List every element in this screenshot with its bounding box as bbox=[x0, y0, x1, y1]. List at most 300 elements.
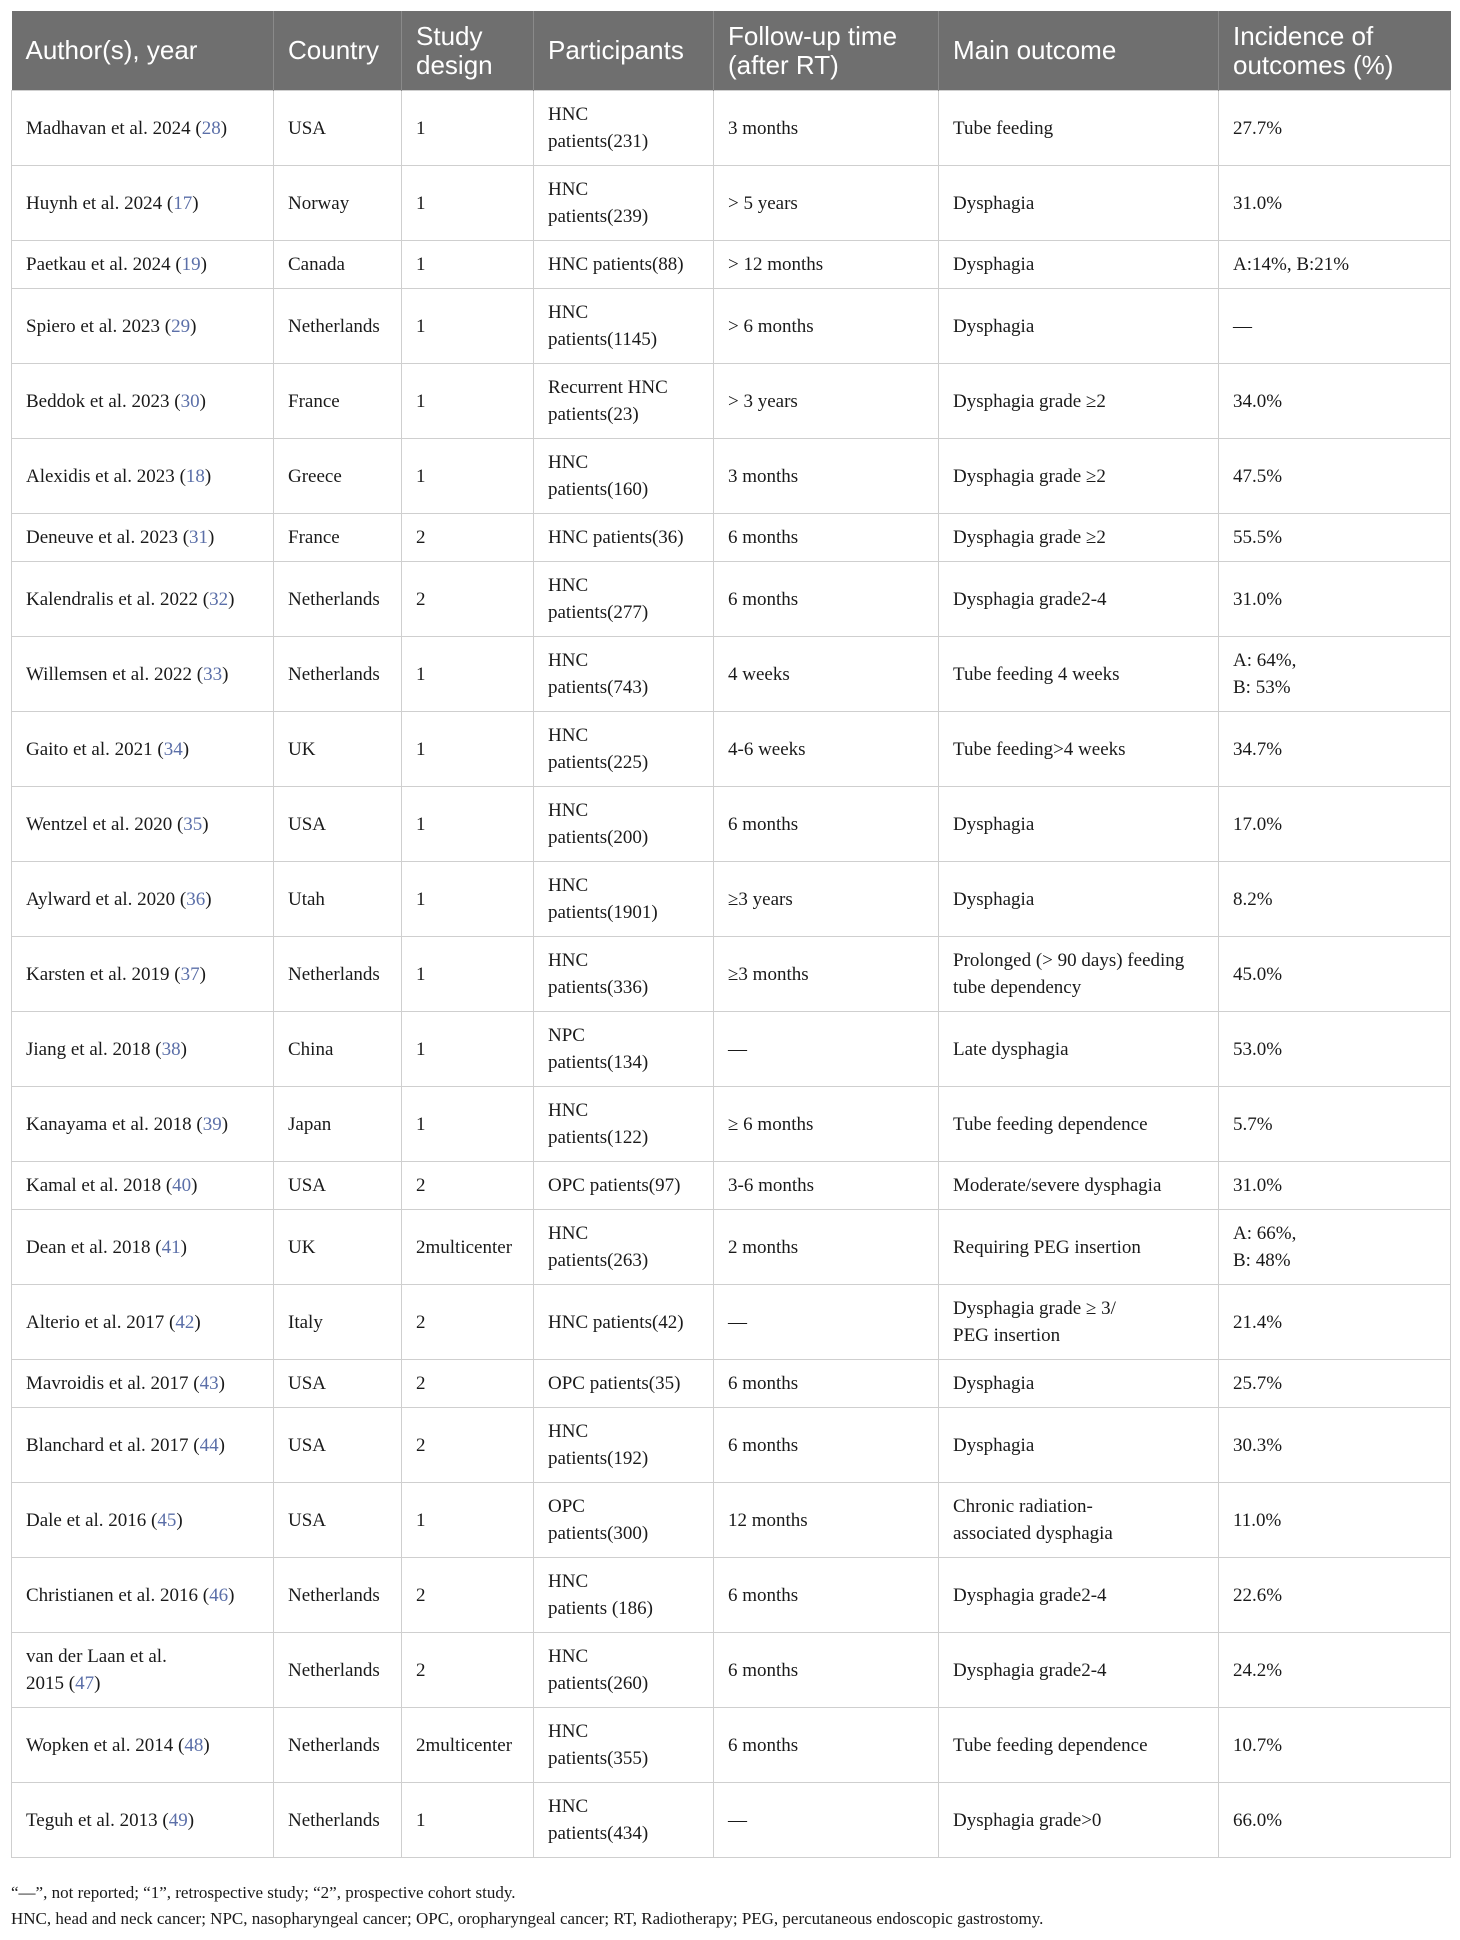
author-text: Willemsen et al. 2022 bbox=[26, 663, 192, 685]
cell-study-design: 2 bbox=[402, 514, 534, 562]
table-row bbox=[12, 1408, 1451, 1483]
cell-main-outcome bbox=[939, 637, 1219, 712]
author-text: Huynh et al. 2024 bbox=[26, 192, 163, 214]
cell-study-design: 2 bbox=[402, 1633, 534, 1708]
cell-follow-up-time: ≥3 years bbox=[714, 862, 939, 937]
outcome-text: associated dysphagia bbox=[953, 1523, 1113, 1544]
table-row bbox=[12, 937, 1451, 1012]
participants-text: patients(160) bbox=[548, 479, 649, 500]
cell-participants bbox=[534, 1708, 714, 1783]
participants-text: patients(200) bbox=[548, 827, 649, 848]
cell-country: USA bbox=[274, 1408, 402, 1483]
table-row bbox=[12, 787, 1451, 862]
incidence-text: 25.7% bbox=[1233, 1373, 1283, 1394]
author-text: Beddok et al. 2023 bbox=[26, 390, 170, 412]
cell-country: USA bbox=[274, 1360, 402, 1408]
table-row bbox=[12, 166, 1451, 241]
cell-incidence bbox=[1219, 712, 1451, 787]
table-row bbox=[12, 439, 1451, 514]
cell-follow-up-time: 6 months bbox=[714, 514, 939, 562]
cell-main-outcome bbox=[939, 439, 1219, 514]
cell-main-outcome bbox=[939, 787, 1219, 862]
cell-study-design: 1 bbox=[402, 1483, 534, 1558]
cell-study-design: 1 bbox=[402, 1783, 534, 1858]
author-text: Kalendralis et al. 2022 bbox=[26, 588, 199, 610]
cell-main-outcome bbox=[939, 562, 1219, 637]
cell-country: Netherlands bbox=[274, 1783, 402, 1858]
outcome-text: Tube feeding 4 weeks bbox=[953, 663, 1120, 685]
author-text: van der Laan et al. bbox=[26, 1646, 167, 1667]
cell-participants bbox=[534, 1285, 714, 1360]
outcome-text: Dysphagia grade ≥ 3/ bbox=[953, 1298, 1116, 1319]
table-row bbox=[12, 712, 1451, 787]
participants-text: HNC bbox=[548, 302, 589, 323]
incidence-text: — bbox=[1233, 315, 1252, 337]
column-header-incidence bbox=[1219, 11, 1451, 91]
column-header-text: Follow-up time bbox=[728, 20, 898, 51]
footnote-abbreviations-terms: HNC, head and neck cancer; NPC, nasopharyngeal cancer; OPC, oropharyngeal cancer; RT, Radiotherapy; PEG, percutaneous endoscopic gastrostomy. bbox=[11, 1909, 1044, 1928]
cell-author-year: van der Laan et al. 2015 (47) bbox=[12, 1633, 274, 1708]
cell-main-outcome bbox=[939, 1210, 1219, 1285]
reference-link[interactable]: 31 bbox=[189, 527, 209, 548]
cell-main-outcome bbox=[939, 1708, 1219, 1783]
reference-link[interactable]: 18 bbox=[185, 465, 205, 487]
outcome-text: Requiring PEG insertion bbox=[953, 1236, 1141, 1258]
cell-participants bbox=[534, 1360, 714, 1408]
incidence-text: 24.2% bbox=[1233, 1659, 1283, 1681]
column-header-text: Participants bbox=[548, 35, 684, 65]
cell-incidence bbox=[1219, 166, 1451, 241]
outcome-text: Tube feeding bbox=[953, 117, 1054, 139]
cell-study-design: 1 bbox=[402, 712, 534, 787]
author-text: Paetkau et al. 2024 bbox=[26, 254, 171, 275]
table-row bbox=[12, 562, 1451, 637]
reference-link[interactable]: 42 bbox=[175, 1311, 195, 1333]
participants-text: HNC bbox=[548, 104, 589, 125]
cell-country: Italy bbox=[274, 1285, 402, 1360]
outcome-text: Dysphagia bbox=[953, 813, 1035, 835]
participants-text: Recurrent HNC bbox=[548, 377, 668, 398]
reference-link[interactable]: 41 bbox=[161, 1236, 181, 1258]
cell-author-year: Beddok et al. 2023 (30) bbox=[12, 364, 274, 439]
incidence-text: 31.0% bbox=[1233, 588, 1283, 610]
table-row bbox=[12, 1483, 1451, 1558]
cell-author-year: Paetkau et al. 2024 (19) bbox=[12, 241, 274, 289]
participants-text: OPC patients(97) bbox=[548, 1175, 681, 1196]
cell-country: USA bbox=[274, 787, 402, 862]
cell-study-design: 2 bbox=[402, 1162, 534, 1210]
cell-participants bbox=[534, 1408, 714, 1483]
cell-follow-up-time: 2 months bbox=[714, 1210, 939, 1285]
cell-main-outcome bbox=[939, 712, 1219, 787]
cell-incidence bbox=[1219, 787, 1451, 862]
reference-link[interactable]: 30 bbox=[180, 390, 200, 412]
author-text: Karsten et al. 2019 bbox=[26, 963, 170, 985]
cell-follow-up-time: 3-6 months bbox=[714, 1162, 939, 1210]
cell-participants bbox=[534, 1012, 714, 1087]
outcome-text: Tube feeding>4 weeks bbox=[953, 738, 1126, 760]
cell-main-outcome bbox=[939, 1633, 1219, 1708]
cell-follow-up-time: 6 months bbox=[714, 1558, 939, 1633]
table-row bbox=[12, 1162, 1451, 1210]
participants-text: patients(260) bbox=[548, 1673, 649, 1694]
outcome-text: Dysphagia bbox=[953, 1373, 1035, 1394]
author-text: Spiero et al. 2023 bbox=[26, 315, 161, 337]
cell-incidence bbox=[1219, 514, 1451, 562]
outcome-text: Dysphagia bbox=[953, 315, 1035, 337]
author-text: Wentzel et al. 2020 bbox=[26, 813, 173, 835]
cell-country: USA bbox=[274, 1483, 402, 1558]
cell-incidence bbox=[1219, 1012, 1451, 1087]
column-header-follow-up-time bbox=[714, 11, 939, 91]
cell-follow-up-time: > 3 years bbox=[714, 364, 939, 439]
reference-link[interactable]: 39 bbox=[202, 1113, 222, 1135]
cell-main-outcome bbox=[939, 1162, 1219, 1210]
outcome-text: Dysphagia bbox=[953, 888, 1035, 910]
cell-follow-up-time: 3 months bbox=[714, 91, 939, 166]
cell-follow-up-time: 3 months bbox=[714, 439, 939, 514]
participants-text: HNC bbox=[548, 575, 589, 596]
outcome-text: Prolonged (> 90 days) feeding bbox=[953, 950, 1185, 971]
cell-follow-up-time: 6 months bbox=[714, 1633, 939, 1708]
participants-text: HNC bbox=[548, 725, 589, 746]
outcome-text: Dysphagia bbox=[953, 192, 1035, 214]
reference-link[interactable]: 35 bbox=[183, 813, 203, 835]
participants-text: patients(336) bbox=[548, 977, 649, 998]
reference-link[interactable]: 43 bbox=[199, 1373, 219, 1394]
cell-country: Netherlands bbox=[274, 562, 402, 637]
participants-text: HNC bbox=[548, 452, 589, 473]
table-row bbox=[12, 637, 1451, 712]
incidence-text: A: 66%, bbox=[1233, 1223, 1297, 1244]
participants-text: patients(231) bbox=[548, 131, 649, 152]
participants-text: patients(300) bbox=[548, 1523, 649, 1544]
author-text: Alexidis et al. 2023 bbox=[26, 465, 175, 487]
cell-follow-up-time: 6 months bbox=[714, 1408, 939, 1483]
author-text: Wopken et al. 2014 bbox=[26, 1734, 174, 1756]
cell-study-design: 1 bbox=[402, 937, 534, 1012]
cell-country: France bbox=[274, 514, 402, 562]
cell-incidence bbox=[1219, 1558, 1451, 1633]
author-text: Alterio et al. 2017 bbox=[26, 1311, 165, 1333]
column-header-text: design bbox=[416, 49, 493, 80]
cell-participants bbox=[534, 241, 714, 289]
reference-link[interactable]: 29 bbox=[171, 315, 191, 337]
column-header-study-design bbox=[402, 11, 534, 91]
table-row bbox=[12, 91, 1451, 166]
reference-link[interactable]: 34 bbox=[163, 738, 183, 760]
author-text: Gaito et al. 2021 bbox=[26, 738, 153, 760]
cell-author-year: Christianen et al. 2016 (46) bbox=[12, 1558, 274, 1633]
reference-link[interactable]: 17 bbox=[173, 192, 193, 214]
cell-country: Norway bbox=[274, 166, 402, 241]
incidence-text: 10.7% bbox=[1233, 1734, 1283, 1756]
author-text: Dean et al. 2018 bbox=[26, 1236, 151, 1258]
incidence-text: 27.7% bbox=[1233, 117, 1283, 139]
footnote-abbreviations-design: “—”, not reported; “1”, retrospective study; “2”, prospective cohort study. bbox=[11, 1883, 516, 1902]
table-row bbox=[12, 1558, 1451, 1633]
reference-link[interactable]: 45 bbox=[157, 1509, 177, 1531]
cell-author-year: Huynh et al. 2024 (17) bbox=[12, 166, 274, 241]
reference-link[interactable]: 40 bbox=[172, 1175, 192, 1196]
outcome-text: Dysphagia grade>0 bbox=[953, 1809, 1102, 1831]
cell-follow-up-time: ≥ 6 months bbox=[714, 1087, 939, 1162]
cell-country: USA bbox=[274, 91, 402, 166]
cell-author-year: Kanayama et al. 2018 (39) bbox=[12, 1087, 274, 1162]
cell-participants bbox=[534, 787, 714, 862]
reference-link[interactable]: 46 bbox=[209, 1584, 229, 1606]
cell-study-design: 2 bbox=[402, 1285, 534, 1360]
outcome-text: Dysphagia grade2-4 bbox=[953, 1584, 1107, 1606]
cell-author-year: Mavroidis et al. 2017 (43) bbox=[12, 1360, 274, 1408]
cell-incidence bbox=[1219, 637, 1451, 712]
cell-follow-up-time: 6 months bbox=[714, 787, 939, 862]
author-text: 2015 bbox=[26, 1673, 64, 1694]
author-text: Aylward et al. 2020 bbox=[26, 888, 176, 910]
incidence-text: 8.2% bbox=[1233, 888, 1273, 910]
incidence-text: 22.6% bbox=[1233, 1584, 1283, 1606]
cell-follow-up-time: 6 months bbox=[714, 1708, 939, 1783]
reference-link[interactable]: 48 bbox=[184, 1734, 204, 1756]
participants-text: patients(134) bbox=[548, 1052, 649, 1073]
cell-country: Netherlands bbox=[274, 1633, 402, 1708]
cell-country: Netherlands bbox=[274, 1708, 402, 1783]
cell-study-design: 1 bbox=[402, 289, 534, 364]
cell-country: France bbox=[274, 364, 402, 439]
outcome-text: Dysphagia bbox=[953, 254, 1035, 275]
cell-follow-up-time: — bbox=[714, 1285, 939, 1360]
participants-text: patients(239) bbox=[548, 206, 649, 227]
outcome-text: tube dependency bbox=[953, 977, 1082, 998]
table-row bbox=[12, 364, 1451, 439]
cell-incidence bbox=[1219, 1783, 1451, 1858]
participants-text: HNC bbox=[548, 1100, 589, 1121]
incidence-text: A: 64%, bbox=[1233, 650, 1297, 671]
outcome-text: Dysphagia grade ≥2 bbox=[953, 527, 1106, 548]
author-text: Christianen et al. 2016 bbox=[26, 1584, 199, 1606]
studies-table bbox=[11, 11, 1451, 1858]
participants-text: HNC bbox=[548, 1421, 589, 1442]
cell-main-outcome bbox=[939, 1285, 1219, 1360]
cell-author-year: Aylward et al. 2020 (36) bbox=[12, 862, 274, 937]
cell-follow-up-time: 12 months bbox=[714, 1483, 939, 1558]
incidence-text: 30.3% bbox=[1233, 1434, 1283, 1456]
column-header-text: Incidence of bbox=[1233, 20, 1374, 51]
cell-incidence bbox=[1219, 1483, 1451, 1558]
cell-incidence bbox=[1219, 1360, 1451, 1408]
cell-country: China bbox=[274, 1012, 402, 1087]
reference-link[interactable]: 44 bbox=[199, 1434, 219, 1456]
cell-country: Greece bbox=[274, 439, 402, 514]
table-row bbox=[12, 862, 1451, 937]
cell-author-year: Kalendralis et al. 2022 (32) bbox=[12, 562, 274, 637]
cell-study-design: 1 bbox=[402, 787, 534, 862]
participants-text: HNC bbox=[548, 1721, 589, 1742]
table-row bbox=[12, 1087, 1451, 1162]
cell-participants bbox=[534, 712, 714, 787]
cell-author-year: Willemsen et al. 2022 (33) bbox=[12, 637, 274, 712]
participants-text: patients(1901) bbox=[548, 902, 658, 923]
incidence-text: 11.0% bbox=[1233, 1509, 1282, 1531]
cell-country: Netherlands bbox=[274, 937, 402, 1012]
cell-main-outcome bbox=[939, 166, 1219, 241]
incidence-text: A:14%, B:21% bbox=[1233, 254, 1350, 275]
participants-text: patients(743) bbox=[548, 677, 649, 698]
reference-link[interactable]: 33 bbox=[203, 663, 223, 685]
participants-text: HNC bbox=[548, 1571, 589, 1592]
participants-text: patients(277) bbox=[548, 602, 649, 623]
cell-study-design: 1 bbox=[402, 1087, 534, 1162]
participants-text: OPC bbox=[548, 1496, 585, 1517]
cell-incidence bbox=[1219, 364, 1451, 439]
incidence-text: 34.7% bbox=[1233, 738, 1283, 760]
participants-text: patients(192) bbox=[548, 1448, 649, 1469]
outcome-text: PEG insertion bbox=[953, 1325, 1061, 1346]
cell-study-design: 2multicenter bbox=[402, 1708, 534, 1783]
cell-participants bbox=[534, 1162, 714, 1210]
cell-participants bbox=[534, 562, 714, 637]
participants-text: patients(225) bbox=[548, 752, 649, 773]
cell-study-design: 2 bbox=[402, 1408, 534, 1483]
participants-text: patients(23) bbox=[548, 404, 639, 425]
participants-text: patients (186) bbox=[548, 1598, 654, 1619]
participants-text: patients(434) bbox=[548, 1823, 649, 1844]
cell-author-year: Blanchard et al. 2017 (44) bbox=[12, 1408, 274, 1483]
column-header-text: outcomes (%) bbox=[1233, 49, 1394, 80]
table-row bbox=[12, 241, 1451, 289]
cell-follow-up-time: ≥3 months bbox=[714, 937, 939, 1012]
author-text: Kamal et al. 2018 bbox=[26, 1175, 162, 1196]
participants-text: patients(263) bbox=[548, 1250, 649, 1271]
participants-text: patients(355) bbox=[548, 1748, 649, 1769]
cell-incidence bbox=[1219, 1408, 1451, 1483]
participants-text: HNC bbox=[548, 1223, 589, 1244]
cell-author-year: Jiang et al. 2018 (38) bbox=[12, 1012, 274, 1087]
author-text: Jiang et al. 2018 bbox=[26, 1038, 151, 1060]
cell-author-year: Wentzel et al. 2020 (35) bbox=[12, 787, 274, 862]
reference-link[interactable]: 28 bbox=[201, 117, 221, 139]
outcome-text: Dysphagia bbox=[953, 1434, 1035, 1456]
cell-author-year: Teguh et al. 2013 (49) bbox=[12, 1783, 274, 1858]
incidence-text: 45.0% bbox=[1233, 963, 1283, 985]
author-text: Madhavan et al. 2024 bbox=[26, 117, 191, 139]
table-row bbox=[12, 1285, 1451, 1360]
cell-main-outcome bbox=[939, 364, 1219, 439]
cell-incidence bbox=[1219, 1285, 1451, 1360]
cell-incidence bbox=[1219, 91, 1451, 166]
cell-author-year: Karsten et al. 2019 (37) bbox=[12, 937, 274, 1012]
cell-follow-up-time: > 6 months bbox=[714, 289, 939, 364]
cell-participants bbox=[534, 862, 714, 937]
cell-study-design: 2 bbox=[402, 1360, 534, 1408]
cell-incidence bbox=[1219, 562, 1451, 637]
incidence-text: 66.0% bbox=[1233, 1809, 1283, 1831]
table-row bbox=[12, 1210, 1451, 1285]
participants-text: HNC bbox=[548, 650, 589, 671]
incidence-text: 53.0% bbox=[1233, 1038, 1283, 1060]
participants-text: NPC bbox=[548, 1025, 585, 1046]
cell-participants bbox=[534, 289, 714, 364]
cell-country: Netherlands bbox=[274, 289, 402, 364]
cell-incidence bbox=[1219, 1210, 1451, 1285]
cell-main-outcome bbox=[939, 1360, 1219, 1408]
cell-author-year: Dale et al. 2016 (45) bbox=[12, 1483, 274, 1558]
cell-study-design: 1 bbox=[402, 637, 534, 712]
cell-follow-up-time: > 5 years bbox=[714, 166, 939, 241]
cell-incidence bbox=[1219, 937, 1451, 1012]
cell-main-outcome bbox=[939, 91, 1219, 166]
incidence-text: 5.7% bbox=[1233, 1113, 1273, 1135]
cell-main-outcome bbox=[939, 937, 1219, 1012]
cell-study-design: 1 bbox=[402, 91, 534, 166]
cell-country: Canada bbox=[274, 241, 402, 289]
incidence-text: 55.5% bbox=[1233, 527, 1283, 548]
incidence-text: 31.0% bbox=[1233, 1175, 1283, 1196]
cell-participants bbox=[534, 1210, 714, 1285]
cell-study-design: 1 bbox=[402, 439, 534, 514]
outcome-text: Moderate/severe dysphagia bbox=[953, 1175, 1162, 1196]
cell-follow-up-time: 6 months bbox=[714, 1360, 939, 1408]
cell-country: UK bbox=[274, 1210, 402, 1285]
incidence-text: 47.5% bbox=[1233, 465, 1283, 487]
cell-study-design: 2multicenter bbox=[402, 1210, 534, 1285]
reference-link[interactable]: 49 bbox=[168, 1809, 188, 1831]
incidence-text: 34.0% bbox=[1233, 390, 1283, 412]
cell-study-design: 1 bbox=[402, 364, 534, 439]
cell-author-year: Deneuve et al. 2023 (31) bbox=[12, 514, 274, 562]
cell-main-outcome bbox=[939, 1408, 1219, 1483]
table-footnotes bbox=[11, 1880, 1450, 1932]
cell-country: USA bbox=[274, 1162, 402, 1210]
cell-author-year: Kamal et al. 2018 (40) bbox=[12, 1162, 274, 1210]
reference-link[interactable]: 37 bbox=[180, 963, 200, 985]
table-body bbox=[12, 91, 1451, 1858]
participants-text: HNC bbox=[548, 1796, 589, 1817]
outcome-text: Dysphagia grade2-4 bbox=[953, 1659, 1107, 1681]
cell-country: UK bbox=[274, 712, 402, 787]
column-header-country bbox=[274, 11, 402, 91]
cell-incidence bbox=[1219, 439, 1451, 514]
cell-main-outcome bbox=[939, 514, 1219, 562]
cell-author-year: Gaito et al. 2021 (34) bbox=[12, 712, 274, 787]
reference-link[interactable]: 32 bbox=[209, 588, 229, 610]
reference-link[interactable]: 47 bbox=[75, 1673, 95, 1694]
participants-text: HNC patients(42) bbox=[548, 1311, 684, 1333]
column-header-text: Author(s), year bbox=[25, 35, 198, 65]
cell-incidence bbox=[1219, 1162, 1451, 1210]
cell-participants bbox=[534, 1783, 714, 1858]
cell-participants bbox=[534, 364, 714, 439]
participants-text: HNC bbox=[548, 179, 589, 200]
reference-link[interactable]: 38 bbox=[161, 1038, 181, 1060]
cell-country: Japan bbox=[274, 1087, 402, 1162]
outcome-text: Dysphagia grade2-4 bbox=[953, 588, 1107, 610]
participants-text: HNC bbox=[548, 800, 589, 821]
table-row bbox=[12, 1360, 1451, 1408]
outcome-text: Dysphagia grade ≥2 bbox=[953, 390, 1106, 412]
participants-text: patients(1145) bbox=[548, 329, 658, 350]
cell-author-year: Spiero et al. 2023 (29) bbox=[12, 289, 274, 364]
cell-incidence bbox=[1219, 1087, 1451, 1162]
cell-follow-up-time: — bbox=[714, 1012, 939, 1087]
cell-author-year: Wopken et al. 2014 (48) bbox=[12, 1708, 274, 1783]
outcome-text: Tube feeding dependence bbox=[953, 1113, 1148, 1135]
incidence-text: 21.4% bbox=[1233, 1311, 1283, 1333]
cell-author-year: Alterio et al. 2017 (42) bbox=[12, 1285, 274, 1360]
reference-link[interactable]: 19 bbox=[181, 254, 201, 275]
reference-link[interactable]: 36 bbox=[186, 888, 206, 910]
participants-text: HNC patients(88) bbox=[548, 254, 684, 275]
